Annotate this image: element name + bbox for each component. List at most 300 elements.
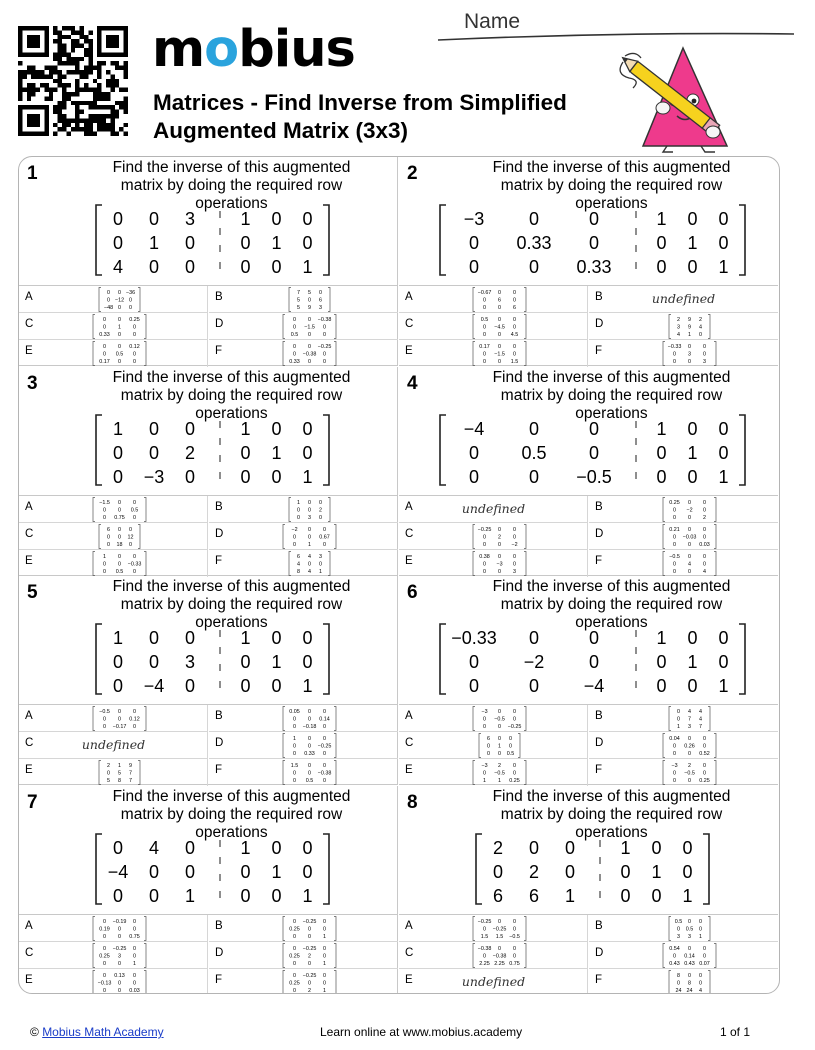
matrix-cell: 0 [148,885,160,906]
mini-matrix-cell: 8 [677,972,680,979]
matrix-left-bracket [96,205,102,275]
mini-matrix-cell: 0 [133,724,136,731]
option-letter: E [405,973,413,986]
mini-left-bracket [289,497,291,521]
mini-matrix-cell: 0 [498,344,501,350]
mini-matrix-cell: 0 [703,351,706,358]
answer-option-F[interactable] [209,550,398,577]
option-letter: B [595,710,603,722]
answer-option-F[interactable] [209,759,398,786]
mini-left-bracket [473,943,475,967]
problem-7 [19,786,398,995]
option-letter: D [215,318,224,330]
matrix-cell: 0 [184,466,196,487]
answer-options [399,285,778,366]
matrix-cell: 1 [718,257,729,277]
matrix-cell: 0 [718,418,729,439]
mini-left-bracket [283,342,285,366]
option-matrix [399,915,588,942]
mini-matrix-cell: 0.25 [699,778,710,785]
answer-option-E[interactable] [399,340,588,367]
matrix-left-bracket [96,834,102,904]
answer-option-E[interactable] [399,759,588,786]
mini-matrix-cell: 0 [133,514,136,521]
answer-option-A[interactable] [19,705,208,732]
problem-8 [399,786,778,995]
augmented-matrix [399,620,778,700]
mini-matrix-cell: 0 [498,290,501,296]
mini-right-bracket [714,551,716,575]
answer-option-E[interactable] [19,550,208,577]
mini-matrix-cell: 0 [308,709,311,715]
mini-matrix-cell: 0 [293,541,296,548]
option-matrix [209,550,398,577]
mini-matrix-cell: 0 [118,960,121,967]
mini-matrix-cell: 0 [673,534,676,541]
mini-matrix-cell: −0.25 [477,526,492,533]
mini-matrix-cell: 0 [498,568,501,575]
mini-matrix-cell: 9 [308,305,311,312]
mini-matrix-cell: 0 [118,709,121,715]
mini-matrix-cell: 0 [107,290,110,296]
mini-matrix-cell: 4 [688,561,691,568]
matrix-cell: 0 [468,676,480,696]
answer-options [399,914,778,995]
mini-right-bracket [524,288,526,312]
mini-right-bracket [714,342,716,366]
answer-option-C[interactable] [19,313,208,340]
answer-option-D[interactable] [209,942,398,969]
mini-matrix-cell: 0 [483,953,486,960]
mini-matrix-cell: 0 [323,751,326,758]
matrix-cell: −4 [107,861,129,882]
mini-matrix-cell: 0 [498,541,501,548]
option-letter: C [405,318,414,330]
mini-matrix-cell: 18 [116,541,123,548]
mini-matrix-cell: −0.19 [112,918,127,925]
mini-left-bracket [663,734,665,758]
answer-option-F[interactable] [209,969,398,995]
mini-matrix-cell: 0 [673,770,676,777]
mini-left-bracket [473,342,475,366]
mini-matrix-cell: 0 [323,709,326,715]
mini-matrix-cell: 9 [688,317,691,323]
mini-matrix-cell: −2 [511,541,518,548]
answer-option-E[interactable] [19,340,208,367]
matrix-cell: 0 [112,233,124,253]
mini-left-bracket [283,315,285,339]
mini-left-bracket [473,761,475,785]
mini-matrix-cell: 0 [703,736,706,742]
matrix-cell: 0 [112,676,124,696]
matrix-cell: 0 [184,837,196,858]
answer-option-F[interactable] [209,340,398,367]
mini-matrix-cell: 0 [103,987,106,994]
mini-right-bracket [708,970,710,994]
mini-matrix-cell: 0 [703,534,706,541]
mini-matrix-cell: −3 [671,763,678,769]
mini-matrix-cell: 1 [293,736,296,742]
answer-option-C[interactable] [19,732,208,759]
mini-matrix-cell: 0 [513,324,516,331]
mini-matrix-cell: 1.5 [480,933,489,940]
answer-option-F[interactable] [589,969,778,995]
mini-left-bracket [283,943,285,967]
mini-matrix-cell: −0.25 [302,972,317,979]
mini-matrix-cell: 1 [297,499,300,506]
matrix-left-bracket [440,624,446,694]
mini-matrix-cell: 4 [699,324,702,331]
problem-number: 4 [407,372,418,394]
matrix-cell: 1 [240,418,251,439]
mini-matrix-cell: 0 [703,763,706,769]
option-matrix [19,759,208,786]
matrix-cell: 1 [240,628,251,648]
mini-matrix-cell: 0 [673,507,676,514]
mini-matrix-cell: 0 [118,359,121,366]
mini-matrix-cell: 0 [699,918,702,925]
problem-question: Find the inverse of this augmented matrix by doing the required row operations [492,368,731,422]
mini-matrix-cell: 2.25 [494,960,505,967]
mini-matrix-cell: 1 [699,933,702,940]
matrix-cell: 1 [656,418,667,439]
option-letter: C [25,318,34,330]
mini-right-bracket [524,916,526,940]
option-letter: C [405,527,414,540]
answer-option-C[interactable] [19,942,208,969]
answer-option-A[interactable] [19,496,208,523]
mini-left-bracket [663,943,665,967]
answer-option-F[interactable] [589,340,778,367]
matrix-left-bracket [440,205,446,275]
problem-2 [399,157,778,366]
answer-option-F[interactable] [589,759,778,786]
option-matrix [399,286,588,313]
answer-option-E[interactable] [399,550,588,577]
option-matrix [589,969,778,995]
answer-option-D[interactable] [589,732,778,759]
option-letter: D [595,318,604,330]
mini-left-bracket [473,707,475,731]
mini-matrix-cell: 8 [118,778,121,785]
mini-left-bracket [473,551,475,575]
answer-option-C[interactable] [399,523,588,550]
mini-matrix-cell: 0.5 [685,926,694,933]
mini-matrix-cell: 0.14 [319,716,330,723]
mini-matrix-cell: 0 [293,317,296,323]
mini-matrix-cell: 0 [293,918,296,925]
matrix-cell: 1 [112,418,124,439]
matrix-cell: 0.33 [516,233,552,253]
matrix-cell: 1 [682,885,693,906]
matrix-cell: 0 [588,233,600,253]
mini-matrix-cell: 0 [323,736,326,742]
matrix-cell: 0 [656,676,667,696]
answer-option-A[interactable] [399,496,588,523]
mini-matrix-cell: 0 [498,945,501,952]
matrix-cell: 3 [184,652,196,672]
mini-matrix-cell: 0 [513,953,516,960]
matrix-cell: 0 [112,837,124,858]
mini-matrix-cell: 8 [688,980,691,987]
option-letter: A [25,710,33,722]
answer-option-A[interactable] [19,286,208,313]
matrix-cell: 1 [112,628,124,648]
answer-option-A[interactable] [19,915,208,942]
mini-matrix-cell: 0 [483,332,486,339]
mini-matrix-cell: 0 [293,933,296,940]
mini-matrix-cell: 0 [118,507,121,514]
answer-option-E[interactable] [399,969,588,995]
matrix-cell: −4 [583,676,605,696]
option-matrix [19,340,208,367]
mini-matrix-cell: 0 [133,953,136,960]
mini-matrix-cell: 0 [308,770,311,777]
matrix-right-bracket [323,205,329,275]
answer-option-D[interactable] [589,942,778,969]
mini-matrix-cell: 0 [293,534,296,541]
answer-option-D[interactable] [589,523,778,550]
option-letter: B [215,710,223,722]
mini-matrix-cell: 7 [699,724,702,731]
mini-matrix-cell: 3 [677,933,680,940]
mini-matrix-cell: 0 [308,534,311,541]
matrix-cell: 0 [112,885,124,906]
mini-matrix-cell: 0 [688,514,691,521]
mini-right-bracket [524,315,526,339]
matrix-cell: 1 [656,209,667,229]
answer-option-B[interactable] [589,496,778,523]
mobius-academy-link[interactable]: Mobius Math Academy [42,1025,164,1039]
mini-matrix-cell: −3 [496,561,503,568]
mini-matrix-cell: 0 [677,926,680,933]
matrix-cell: 0 [718,628,729,648]
option-letter: D [595,946,604,959]
matrix-cell: 0 [302,861,313,882]
answer-option-B[interactable] [209,286,398,313]
matrix-cell: 0 [240,885,251,906]
mini-matrix-cell: 0.38 [479,553,490,560]
mini-matrix-cell: 0 [308,933,311,940]
mini-matrix-cell: 0 [703,561,706,568]
matrix-cell: 6 [528,885,540,906]
mini-matrix-cell: −0.25 [302,918,317,925]
mini-left-bracket [473,288,475,312]
matrix-right-bracket [703,834,709,904]
mini-matrix-cell: 1 [323,960,326,967]
answer-option-D[interactable] [589,313,778,340]
mini-right-bracket [524,943,526,967]
mini-right-bracket [138,761,140,785]
answer-option-E[interactable] [19,969,208,995]
mini-matrix-cell: 0 [483,534,486,541]
mini-matrix-cell: −0.5 [99,709,110,715]
mini-matrix-cell: 0.5 [305,778,314,785]
option-matrix [399,340,588,367]
matrix-cell: 0 [687,676,698,696]
mini-matrix-cell: 4 [308,568,311,575]
option-letter: E [405,345,413,357]
mini-matrix-cell: 0 [293,751,296,758]
mini-matrix-cell: 6 [319,297,322,304]
answer-option-B[interactable] [209,496,398,523]
augmented-matrix [19,830,398,910]
matrix-cell: 0 [651,837,662,858]
mini-matrix-cell: −2 [291,526,298,533]
answer-option-D[interactable] [209,313,398,340]
mini-matrix-cell: 0 [673,541,676,548]
mini-matrix-cell: 0 [513,290,516,296]
answer-option-E[interactable] [19,759,208,786]
answer-option-D[interactable] [209,732,398,759]
option-letter: A [25,291,33,303]
mini-right-bracket [144,943,146,967]
option-letter: A [405,919,413,932]
matrix-cell: 0 [468,442,480,463]
matrix-cell: 0 [302,628,313,648]
mini-matrix-cell: 24 [675,987,682,994]
copyright-symbol: © [30,1025,39,1039]
answer-option-C[interactable] [399,942,588,969]
answer-option-A[interactable] [399,915,588,942]
answer-option-D[interactable] [209,523,398,550]
matrix-cell: 0 [148,652,160,672]
mini-matrix-cell: 0 [498,736,501,742]
option-matrix [399,705,588,732]
mini-matrix-cell: 0 [323,724,326,731]
matrix-cell: 0 [112,652,124,672]
option-matrix [399,759,588,786]
mini-matrix-cell: 0 [319,290,322,296]
mini-matrix-cell: 3 [688,724,691,731]
problem-6 [399,576,778,785]
matrix-cell: 0 [184,861,196,882]
mini-matrix-cell: 0 [513,716,516,723]
mini-matrix-cell: 6 [297,553,300,560]
mini-right-bracket [714,524,716,548]
mini-matrix-cell: 0 [483,926,486,933]
mini-matrix-cell: 0 [688,736,691,742]
mini-matrix-cell: 12 [127,534,134,541]
mini-matrix-cell: 0 [487,743,490,750]
mini-matrix-cell: 0 [323,980,326,987]
answer-option-F[interactable] [589,550,778,577]
mini-matrix-cell: 0.75 [114,514,125,521]
mini-matrix-cell: 0 [118,926,121,933]
problem-question: Find the inverse of this augmented matrix by doing the required row operations [112,787,351,841]
mini-matrix-cell: 0 [118,317,121,323]
mini-matrix-cell: −0.13 [97,980,112,987]
matrix-cell: 0.33 [576,257,612,277]
mini-matrix-cell: 1.5 [510,359,519,366]
mini-left-bracket [669,916,671,940]
qr-code-icon [18,26,128,136]
option-matrix [589,732,778,759]
matrix-cell: 0 [148,442,160,463]
matrix-cell: 0 [112,442,124,463]
mini-matrix-cell: −3 [481,709,488,715]
answer-option-C[interactable] [399,313,588,340]
option-letter: E [405,764,413,776]
option-matrix [399,313,588,340]
answer-option-B[interactable] [589,915,778,942]
matrix-cell: 0.5 [521,442,547,463]
matrix-cell: 0 [528,257,540,277]
matrix-cell: 3 [184,209,196,229]
matrix-cell: 0 [656,233,667,253]
option-matrix [209,313,398,340]
mini-matrix-cell: 0 [308,736,311,742]
mini-matrix-cell: 0 [103,945,106,952]
mini-matrix-cell: 0 [293,351,296,358]
mini-matrix-cell: 0 [103,344,106,350]
matrix-cell: 0 [271,676,282,696]
mini-left-bracket [289,551,291,575]
mini-right-bracket [144,707,146,731]
mini-matrix-cell: 1 [118,763,121,769]
mini-right-bracket [334,761,336,785]
problem-question: Find the inverse of this augmented matrix by doing the required row operations [492,159,731,212]
option-letter: F [215,973,223,986]
answer-option-B[interactable] [589,286,778,313]
mini-matrix-cell: 6 [498,297,501,304]
mini-right-bracket [714,943,716,967]
problem-5 [19,576,398,785]
option-matrix [589,915,778,942]
answer-option-C[interactable] [399,732,588,759]
mini-matrix-cell: 0 [133,709,136,715]
mini-matrix-cell: 0 [107,297,110,304]
answer-option-B[interactable] [209,705,398,732]
mini-matrix-cell: 0 [703,770,706,777]
mini-matrix-cell: 0 [498,317,501,323]
mini-matrix-cell: 0 [688,972,691,979]
answer-option-A[interactable] [399,286,588,313]
mini-matrix-cell: 0.33 [289,359,300,366]
matrix-cell: 0 [588,652,600,672]
mini-matrix-cell: 3 [118,953,121,960]
matrix-cell: 1 [302,257,313,277]
mini-matrix-cell: 5 [297,297,300,304]
mini-right-bracket [328,497,330,521]
mini-matrix-cell: 0 [293,716,296,723]
mini-matrix-cell: 0 [308,980,311,987]
option-letter: F [595,345,603,357]
option-matrix [589,550,778,577]
mini-matrix-cell: 0 [323,926,326,933]
matrix-cell: −4 [463,418,485,439]
matrix-cell: 1 [687,652,698,672]
answer-option-A[interactable] [399,705,588,732]
mini-matrix-cell: 0 [133,972,136,979]
problem-number: 3 [27,372,38,394]
answer-option-C[interactable] [19,523,208,550]
mini-matrix-cell: 0 [103,724,106,731]
mini-matrix-cell: −0.38 [302,351,317,358]
matrix-cell: 1 [240,209,251,229]
answer-option-B[interactable] [209,915,398,942]
answer-option-B[interactable] [589,705,778,732]
matrix-cell: 1 [271,233,282,253]
matrix-cell: 0 [468,652,480,672]
mini-matrix-cell: 2 [319,507,322,514]
mini-matrix-cell: 1 [688,332,691,339]
option-matrix [209,969,398,995]
mini-matrix-cell: 4 [688,709,691,715]
matrix-cell: 0 [528,628,540,648]
mini-left-bracket [93,970,95,994]
mini-matrix-cell: 0 [673,751,676,758]
